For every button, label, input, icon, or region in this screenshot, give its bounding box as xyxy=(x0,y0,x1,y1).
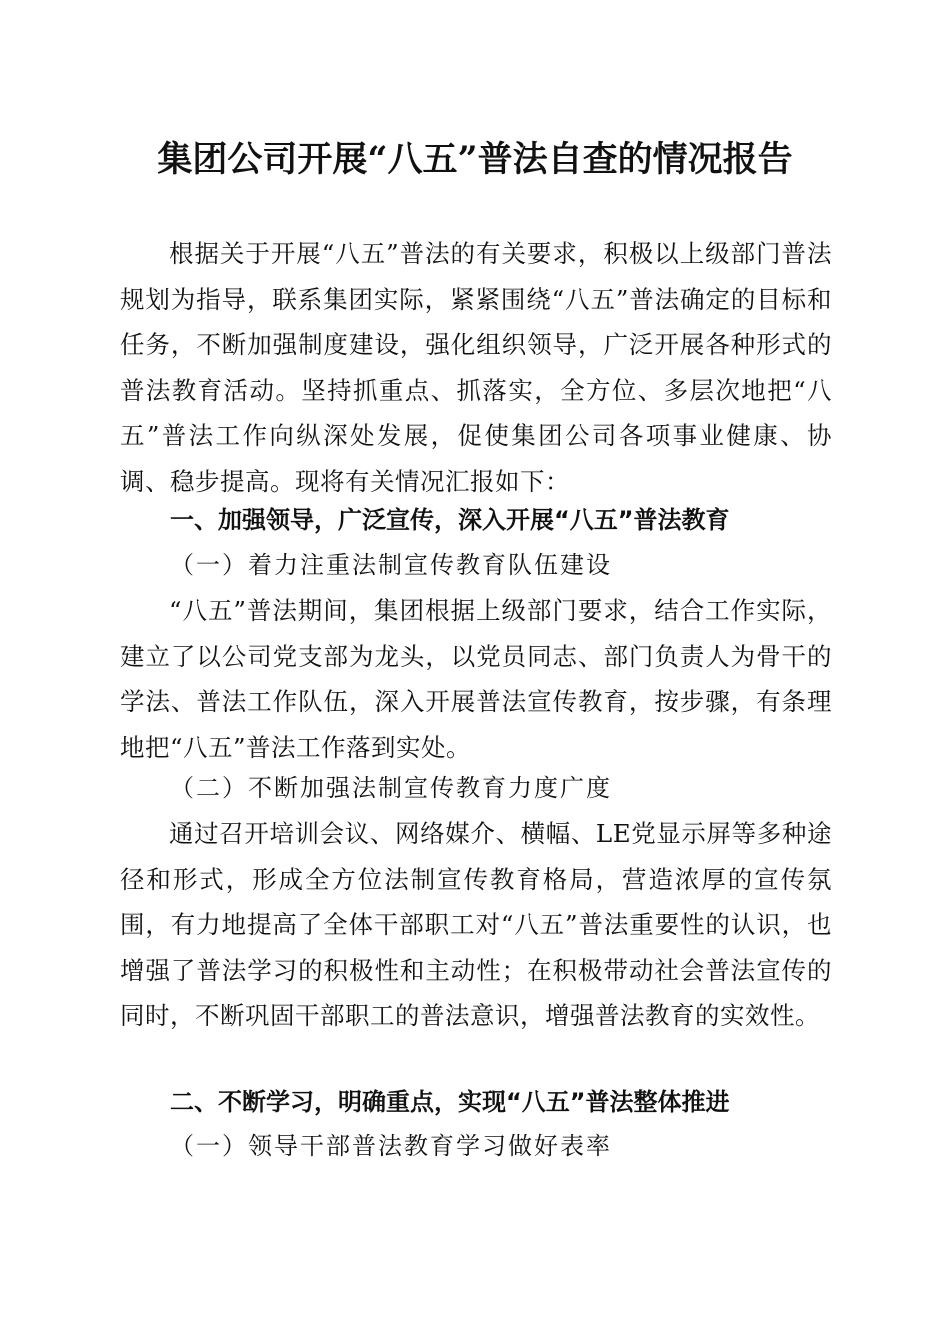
section-1-subheading-2: （二）不断加强法制宣传教育力度广度 xyxy=(170,774,612,802)
section-1-sub-1-paragraph: “八五”普法期间，集团根据上级部门要求，结合工作实际，建立了以公司党支部为龙头，以党员同志、部门负责人为骨干的学法、普法工作队伍，深入开展普法宣传教育，按步骤，有条理地把“八五”普法工作落到实处。 xyxy=(120,596,832,762)
document-title: 集团公司开展“八五”普法自查的情况报告 xyxy=(157,139,793,180)
section-2-heading: 二、不断学习，明确重点，实现“八五”普法整体推进 xyxy=(170,1088,730,1116)
section-1-heading: 一、加强领导，广泛宣传，深入开展“八五”普法教育 xyxy=(170,506,730,534)
intro-paragraph: 根据关于开展“八五”普法的有关要求，积极以上级部门普法规划为指导，联系集团实际，紧紧围绕“八五”普法确定的目标和任务，不断加强制度建设，强化组织领导，广泛开展各种形式的普法教育活动。坚持抓重点、抓落实，全方位、多层次地把“八五”普法工作向纵深处发展，促使集团公司各项事业健康、协调、稳步提高。现将有关情况汇报如下： xyxy=(120,239,832,496)
section-2-subheading-1: （一）领导干部普法教育学习做好表率 xyxy=(170,1132,612,1160)
section-1-subheading-1: （一）着力注重法制宣传教育队伍建设 xyxy=(170,551,612,579)
section-1-sub-2-paragraph: 通过召开培训会议、网络媒介、横幅、LE党显示屏等多种途径和形式，形成全方位法制宣传教育格局，营造浓厚的宣传氛围，有力地提高了全体干部职工对“八五”普法重要性的认识，也增强了普法学习的积极性和主动性；在积极带动社会普法宣传的同时，不断巩固干部职工的普法意识，增强普法教育的实效性。 xyxy=(120,819,832,1030)
